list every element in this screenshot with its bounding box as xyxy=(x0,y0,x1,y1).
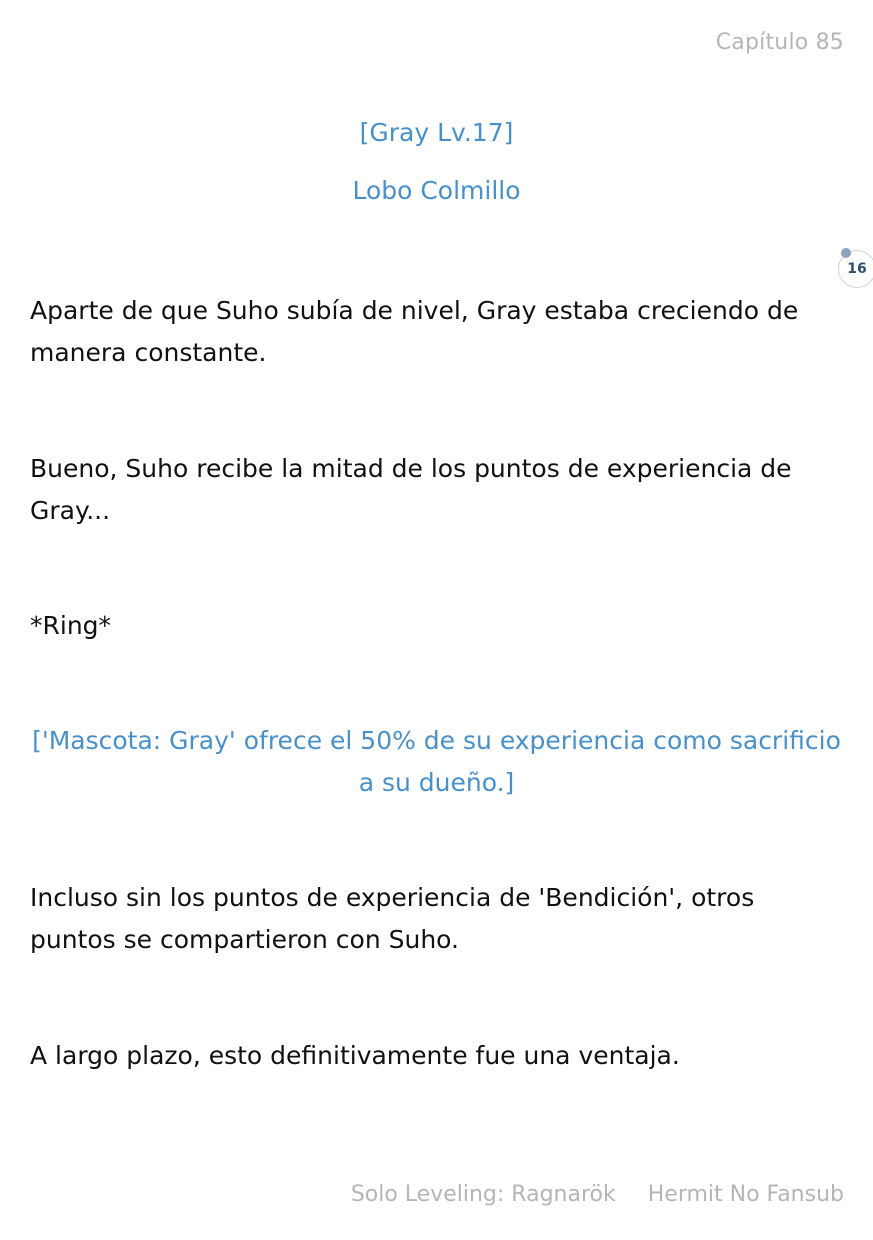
paragraph: Aparte de que Suho subía de nivel, Gray estaba creciendo de manera constante. xyxy=(30,296,799,367)
status-window-title: [Gray Lv.17] xyxy=(359,118,514,147)
bookmark-dot-icon xyxy=(841,248,851,258)
paragraph: A largo plazo, esto definitivamente fue una ventaja. xyxy=(30,1041,680,1070)
footer xyxy=(351,1182,844,1207)
novel-title: Solo Leveling: Ragnarök xyxy=(350,1182,616,1207)
chapter-label: Capítulo 85 xyxy=(715,30,844,55)
page-indicator-badge[interactable] xyxy=(838,250,873,288)
paragraph: Incluso sin los puntos de experiencia de 'Bendición', otros puntos se compartieron con Suho. xyxy=(30,883,755,954)
translator-credit: Hermit No Fansub xyxy=(647,1182,844,1207)
system-message: ['Mascota: Gray' ofrece el 50% de su experiencia como sacrificio a su dueño.] xyxy=(32,726,841,797)
page-number: 16 xyxy=(847,261,867,277)
status-window-subtitle: Lobo Colmillo xyxy=(352,176,521,205)
paragraph: *Ring* xyxy=(30,611,112,640)
paragraph: Bueno, Suho recibe la mitad de los puntos de experiencia de Gray... xyxy=(30,454,792,525)
